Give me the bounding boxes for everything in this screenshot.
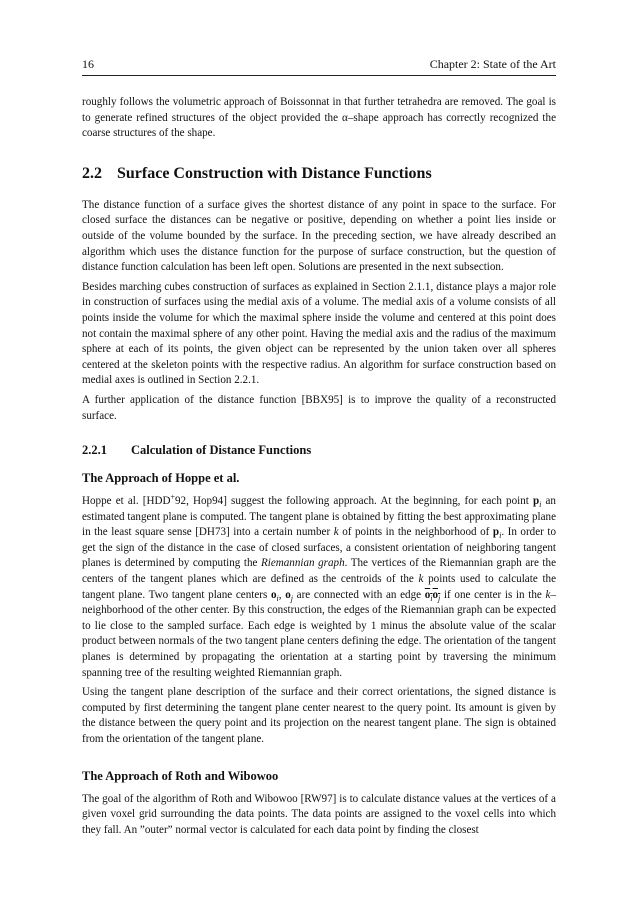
running-header [82,56,556,72]
paragraph-further-application: A further application of the distance function [BBX95] is to improve the quality of a reconstructed surface. [82,393,556,422]
paragraph-distance-function: The distance function of a surface gives the shortest distance of any point in space to the surface. For closed surface the distances can be negative or positive, depending on whether a point lies inside or outside of the volume bounded by the surface. In the preceding section, we have already described an algorithm which uses the distance function for the purpose of surface construction, but the question of distance function calculation has been left open. Solutions are presented in the next subsection. [82,198,556,274]
chapter-title: Chapter 2: State of the Art [429,57,556,71]
edge-notation: $o_io_j$ [424,588,441,603]
section-title: Surface Construction with Distance Functions [117,164,432,182]
hoppe-paragraph-1: Hoppe et al. [HDD+92, Hop94] suggest the following approach. At the beginning, for each point $p_i$ an estimated tangent plane is computed. The tangent plane is obtained by fitting the best approximating plane in the least square sense [DH73] into a certain number k of points in the neighborhood of $p_i$. In order to get the sign of the distance in the case of closed surfaces, a consistent orientation of neighboring tangent planes is determined by computing the Riemannian graph. The vertices of the Riemannian graph are the centers of the tangent planes which are defined as the centroids of the k points used to calculate the tangent plane. Two tangent plane centers $o_i$, $o_j$ are connected with an edge $o_io_j$ if one center is in the k–neighborhood of the other center. By this construction, the edges of the Riemannian graph can be expected to lie close to the sampled surface. Each edge is weighted by 1 minus the absolute value of the scalar product between normals of the two tangent plane centers defining the edge. The orientation of the tangent planes is determined by propagating the orientation at a starting point by traversing the minimum spanning tree of the resulting weighted Riemannian graph. [82,492,557,679]
subsection-title: Calculation of Distance Functions [131,443,312,458]
roth-paragraph-1: The goal of the algorithm of Roth and Wibowoo [RW97] is to calculate distance values at the vertices of a given voxel grid surrounding the data points. The data points are assigned to the voxel cells into which they fall. An ”outer” normal vector is calculated for each data point by finding the closest [82,792,556,836]
paragraph-medial-axis: Besides marching cubes construction of surfaces as explained in Section 2.1.1, distance plays a major role in construction of surfaces using the medial axis of a volume. The medial axis of a volume consists of all points inside the volume for which the maximal sphere inside the volume and centered at this point does not contain the maximal sphere of any other point. Having the medial axis and the radius of the maximum sphere at each of its points, the given object can be represented by the union taken over all spheres centered at the skeleton points with the respective radius. An algorithm for surface construction based on medial axes is outlined in Section 2.2.1. [82,280,556,387]
subsection-heading [82,442,556,458]
hoppe-paragraph-2: Using the tangent plane description of the surface and their correct orientations, the signed distance is computed by first determining the tangent plane center nearest to the query point. Its amount is given by the distance between the query point and its projection on the nearest tangent plane. The sign is obtained from the orientation of the tangent plane. [82,686,556,745]
intro-paragraph: roughly follows the volumetric approach of Boissonnat in that further tetrahedra are removed. The goal is to generate refined structures of the object provided the α–shape approach has correctly recognized the coarse structures of the shape. [82,96,556,140]
roth-heading: The Approach of Roth and Wibowoo [82,768,279,783]
riemannian-graph-term: Riemannian graph [260,557,345,570]
subsection-number: 2.2.1 [82,443,107,458]
header-rule [82,75,556,76]
section-number: 2.2 [82,164,102,182]
section-heading [82,164,556,184]
page-body [82,95,556,838]
page-number: 16 [82,57,94,71]
hoppe-heading: The Approach of Hoppe et al. [82,471,240,486]
